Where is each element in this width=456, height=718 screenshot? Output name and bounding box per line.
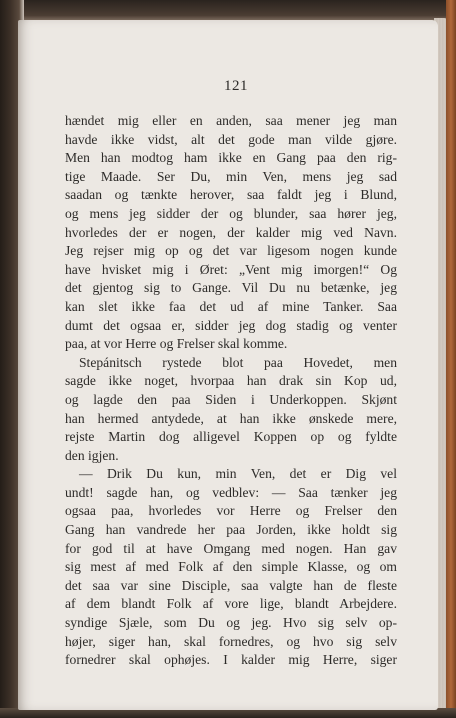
text-line: undt! sagde han, og vedblev: — Saa tænker jeg	[65, 484, 397, 500]
text-line: Gang han vandrede her paa Jorden, ikke holdt sig	[65, 522, 397, 538]
text-line: og mens jeg sidder der og blunder, saa hører jeg,	[65, 205, 397, 221]
text-line: det saa var sine Disciple, saa valgte han de fleste	[65, 577, 397, 593]
text-line: han hermed antydede, at han ikke ønskede mere,	[65, 410, 397, 426]
text-line: Jeg rejser mig op og det var ligesom nogen kunde	[65, 243, 397, 259]
text-line: hændet mig eller en anden, saa mener jeg man	[65, 113, 397, 128]
book-cover-right	[446, 0, 456, 718]
text-line: det gjentog sig to Gange. Vil Du nu betænke, jeg	[65, 280, 397, 296]
text-line: for god til at have Omgang med nogen. Han gav	[65, 540, 397, 556]
text-line: syndige Sjæle, som Du og jeg. Hvo sig selv op-	[65, 615, 397, 631]
text-line: kan slet ikke faa det ud af mine Tanker. Saa	[65, 298, 397, 314]
text-line: tige Maade. Ser Du, min Ven, mens jeg sad	[65, 168, 397, 184]
text-line: ogsaa paa, hvorledes vor Herre og Frelser den	[65, 503, 397, 519]
text-line: sagde ikke noget, hvorpaa han drak sin Kop ud,	[65, 373, 397, 389]
text-line: Stepánitsch rystede blot paa Hovedet, men	[79, 354, 397, 370]
book-page	[18, 20, 438, 710]
text-line: have hvisket mig i Øret: „Vent mig imorgen!“ Og	[65, 261, 397, 277]
book-cover-top	[0, 0, 456, 22]
text-line: fornedrer skal ophøjes. I kalder mig Herre, siger	[65, 652, 397, 668]
text-line: hvorledes der er nogen, der kalder mig ved Navn.	[65, 224, 397, 240]
text-line: højer, siger han, skal fornedres, og hvo sig selv	[65, 633, 397, 649]
text-line: havde ikke vidst, alt det gode man vilde gjøre.	[65, 131, 397, 147]
text-line: paa, at vor Herre og Frelser skal komme.	[65, 336, 288, 352]
text-line: — Drik Du kun, min Ven, det er Dig vel	[79, 466, 397, 482]
text-line: Men han modtog ham ikke en Gang paa den rig-	[65, 150, 397, 166]
text-line: sig mest af med Folk af den simple Klasse, og om	[65, 559, 397, 575]
text-line: af dem blandt Folk af vore lige, blandt Arbejdere.	[65, 596, 397, 612]
text-line: rejste Martin dog alligevel Koppen op og fyldte	[65, 429, 397, 445]
text-line: dumt det ogsaa er, sidder jeg dog stadig og venter	[65, 317, 397, 333]
text-line: og lagde den paa Siden i Underkoppen. Skjønt	[65, 391, 397, 407]
body-text	[65, 112, 397, 670]
text-line: saadan og tænkte herover, saa faldt jeg i Blund,	[65, 187, 397, 203]
page-number: 121	[224, 78, 248, 94]
text-line: den igjen.	[65, 447, 119, 463]
